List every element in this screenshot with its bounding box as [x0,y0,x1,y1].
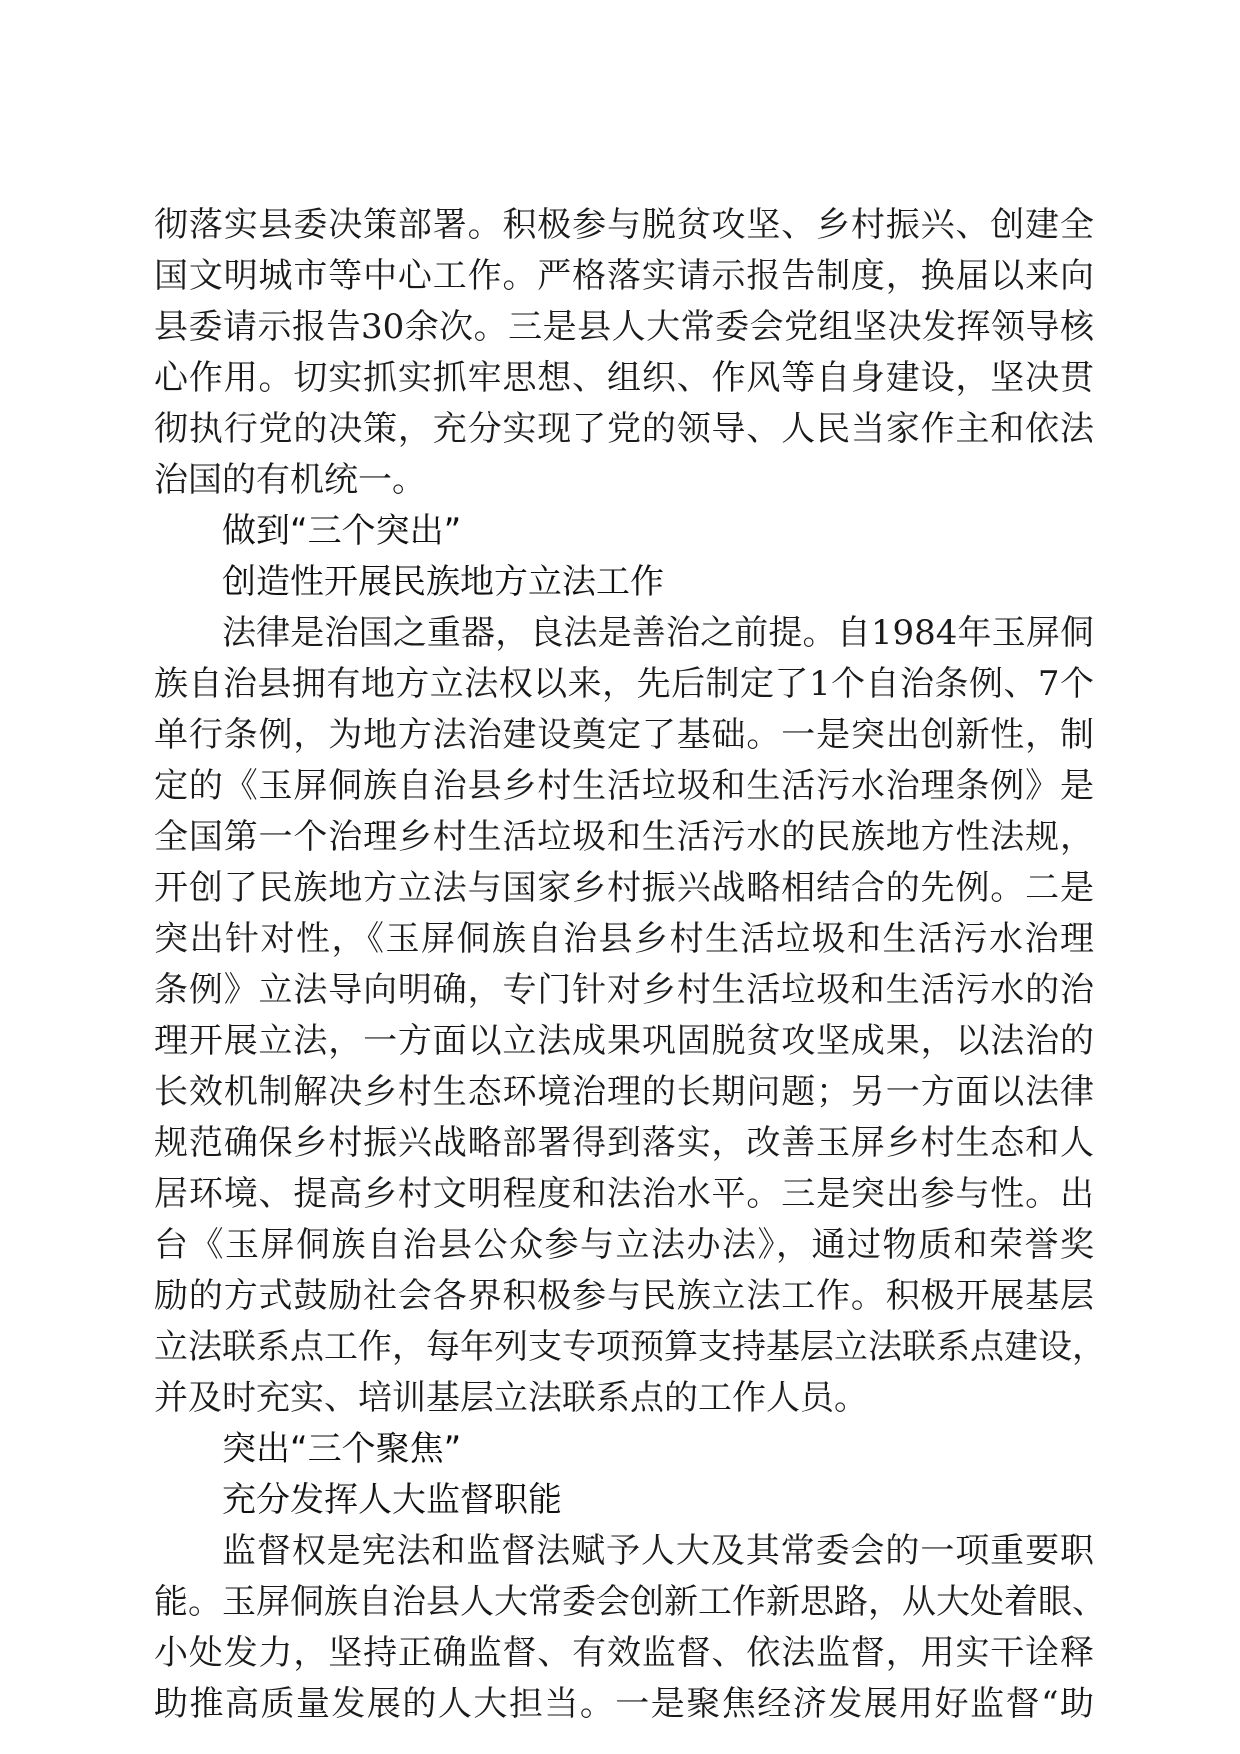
text-line: 并及时充实、培训基层立法联系点的工作人员。 [154,1378,868,1418]
text-line: 法律是治国之重器，良法是善治之前提。自1984年玉屏侗 [222,613,1094,653]
text-line: 单行条例，为地方法治建设奠定了基础。一是突出创新性，制 [154,715,1094,755]
text-line: 励的方式鼓励社会各界积极参与民族立法工作。积极开展基层 [154,1276,1094,1316]
text-line: 居环境、提高乡村文明程度和法治水平。三是突出参与性。出 [154,1174,1094,1214]
section-heading: 突出“三个聚焦” [222,1429,462,1469]
text-line: 立法联系点工作，每年列支专项预算支持基层立法联系点建设， [154,1327,1106,1367]
text-line: 心作用。切实抓实抓牢思想、组织、作风等自身建设，坚决贯 [154,358,1094,398]
text-line: 突出针对性，《玉屏侗族自治县乡村生活垃圾和生活污水治理 [154,919,1094,959]
section-subheading: 充分发挥人大监督职能 [222,1480,562,1520]
text-line: 能。玉屏侗族自治县人大常委会创新工作新思路，从大处着眼、 [154,1582,1106,1622]
paragraph-legislation [154,608,1106,1424]
section-subheading: 创造性开展民族地方立法工作 [222,562,664,602]
text-line: 全国第一个治理乡村生活垃圾和生活污水的民族地方性法规， [154,817,1094,857]
text-line: 彻落实县委决策部署。积极参与脱贫攻坚、乡村振兴、创建全 [154,205,1094,245]
text-line: 县委请示报告30余次。三是县人大常委会党组坚决发挥领导核 [154,307,1094,347]
text-line: 台《玉屏侗族自治县公众参与立法办法》，通过物质和荣誉奖 [154,1225,1094,1265]
document-body [154,200,1106,1730]
section-heading: 做到“三个突出” [222,511,462,551]
text-line: 理开展立法，一方面以立法成果巩固脱贫攻坚成果，以法治的 [154,1021,1094,1061]
text-line: 长效机制解决乡村生态环境治理的长期问题；另一方面以法律 [154,1072,1094,1112]
text-line: 监督权是宪法和监督法赋予人大及其常委会的一项重要职 [222,1531,1094,1571]
paragraph-party-leadership [154,200,1094,506]
paragraph-supervision [154,1526,1106,1730]
text-line: 彻执行党的决策，充分实现了党的领导、人民当家作主和依法 [154,409,1094,449]
text-line: 治国的有机统一。 [154,460,426,500]
text-line: 族自治县拥有地方立法权以来，先后制定了1个自治条例、7个 [154,664,1094,704]
text-line: 条例》立法导向明确，专门针对乡村生活垃圾和生活污水的治 [154,970,1094,1010]
text-line: 定的《玉屏侗族自治县乡村生活垃圾和生活污水治理条例》是 [154,766,1094,806]
text-line: 小处发力，坚持正确监督、有效监督、依法监督，用实干诠释 [154,1633,1094,1673]
text-line: 国文明城市等中心工作。严格落实请示报告制度，换届以来向 [154,256,1094,296]
text-line: 规范确保乡村振兴战略部署得到落实，改善玉屏乡村生态和人 [154,1123,1094,1163]
text-line: 助推高质量发展的人大担当。一是聚焦经济发展用好监督“助 [154,1684,1094,1724]
text-line: 开创了民族地方立法与国家乡村振兴战略相结合的先例。二是 [154,868,1094,908]
